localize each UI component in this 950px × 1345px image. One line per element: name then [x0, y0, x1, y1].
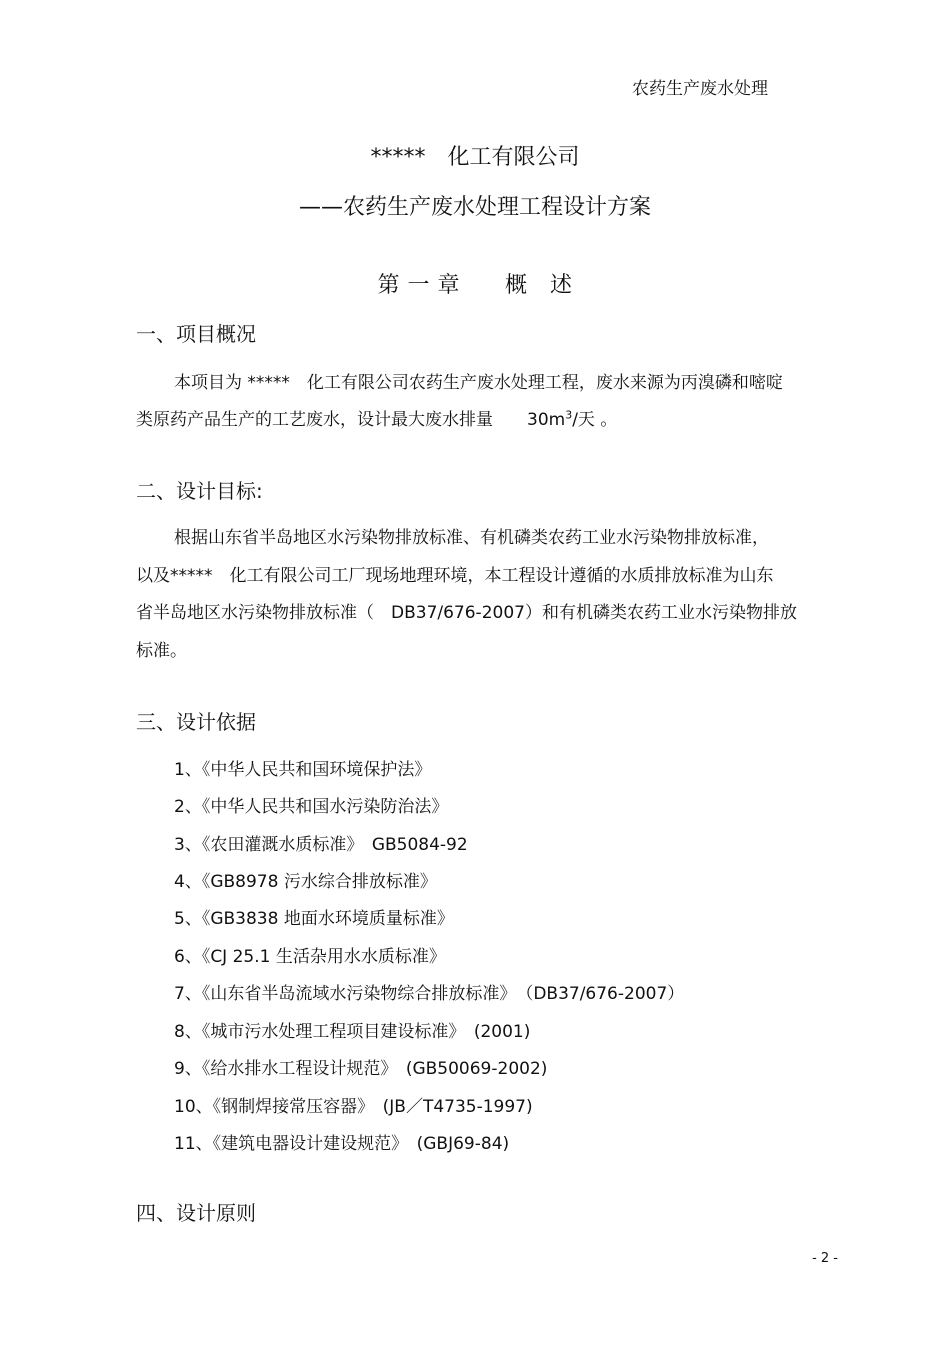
document-title-project: ——农药生产废水处理工程设计方案 [298, 195, 651, 220]
basis-list-item: 11、《建筑电器设计建设规范》 (GBJ69-84) [174, 1134, 510, 1154]
basis-list-item: 6、《CJ 25.1 生活杂用水水质标准》 [174, 947, 446, 967]
basis-list-item: 10、《钢制焊接常压容器》 (JB／T4735-1997) [174, 1097, 533, 1117]
basis-list-item: 4、《GB8978 污水综合排放标准》 [174, 872, 437, 892]
basis-list-item: 2、《中华人民共和国水污染防治法》 [174, 797, 449, 817]
basis-list-item: 1、《中华人民共和国环境保护法》 [174, 760, 432, 780]
basis-list-item: 9、《给水排水工程设计规范》 (GB50069-2002) [174, 1059, 548, 1079]
document-title-company: ***** 化工有限公司 [370, 145, 580, 170]
overview-paragraph-line-1: 本项目为 ***** 化工有限公司农药生产废水处理工程，废水来源为丙溴磷和嘧啶 [174, 373, 783, 393]
basis-list-item: 8、《城市污水处理工程项目建设标准》 (2001) [174, 1022, 531, 1042]
goal-paragraph-line-4: 标准。 [136, 641, 187, 661]
basis-list-item: 7、《山东省半岛流域水污染物综合排放标准》 （DB37/676-2007） [174, 984, 685, 1004]
overview-paragraph-line-2 [136, 405, 617, 430]
overview-text-a: 类原药产品生产的工艺废水，设计最大废水排量 30m [136, 410, 566, 430]
section-heading-design-goal: 二、设计目标: [136, 479, 263, 503]
overview-text-b: /天 。 [572, 410, 618, 430]
goal-paragraph-line-1: 根据山东省半岛地区水污染物排放标准、有机磷类农药工业水污染物排放标准， [174, 528, 769, 548]
running-header: 农药生产废水处理 [632, 79, 768, 99]
goal-paragraph-line-2: 以及***** 化工有限公司工厂现场地理环境，本工程设计遵循的水质排放标准为山东 [136, 566, 774, 586]
goal-paragraph-line-3: 省半岛地区水污染物排放标准（ DB37/676-2007）和有机磷类农药工业水污染物排放 [136, 603, 797, 623]
section-heading-design-basis: 三、设计依据 [136, 710, 256, 734]
basis-list-item: 3、《农田灌溉水质标准》 GB5084-92 [174, 835, 468, 855]
superscript-3: 3 [565, 408, 573, 422]
section-heading-overview: 一、项目概况 [136, 322, 256, 346]
chapter-title: 第 一 章 概 述 [377, 273, 573, 298]
page-number: - 2 - [812, 1251, 838, 1266]
basis-list-item: 5、《GB3838 地面水环境质量标准》 [174, 909, 454, 929]
section-heading-design-principles: 四、设计原则 [136, 1201, 256, 1225]
